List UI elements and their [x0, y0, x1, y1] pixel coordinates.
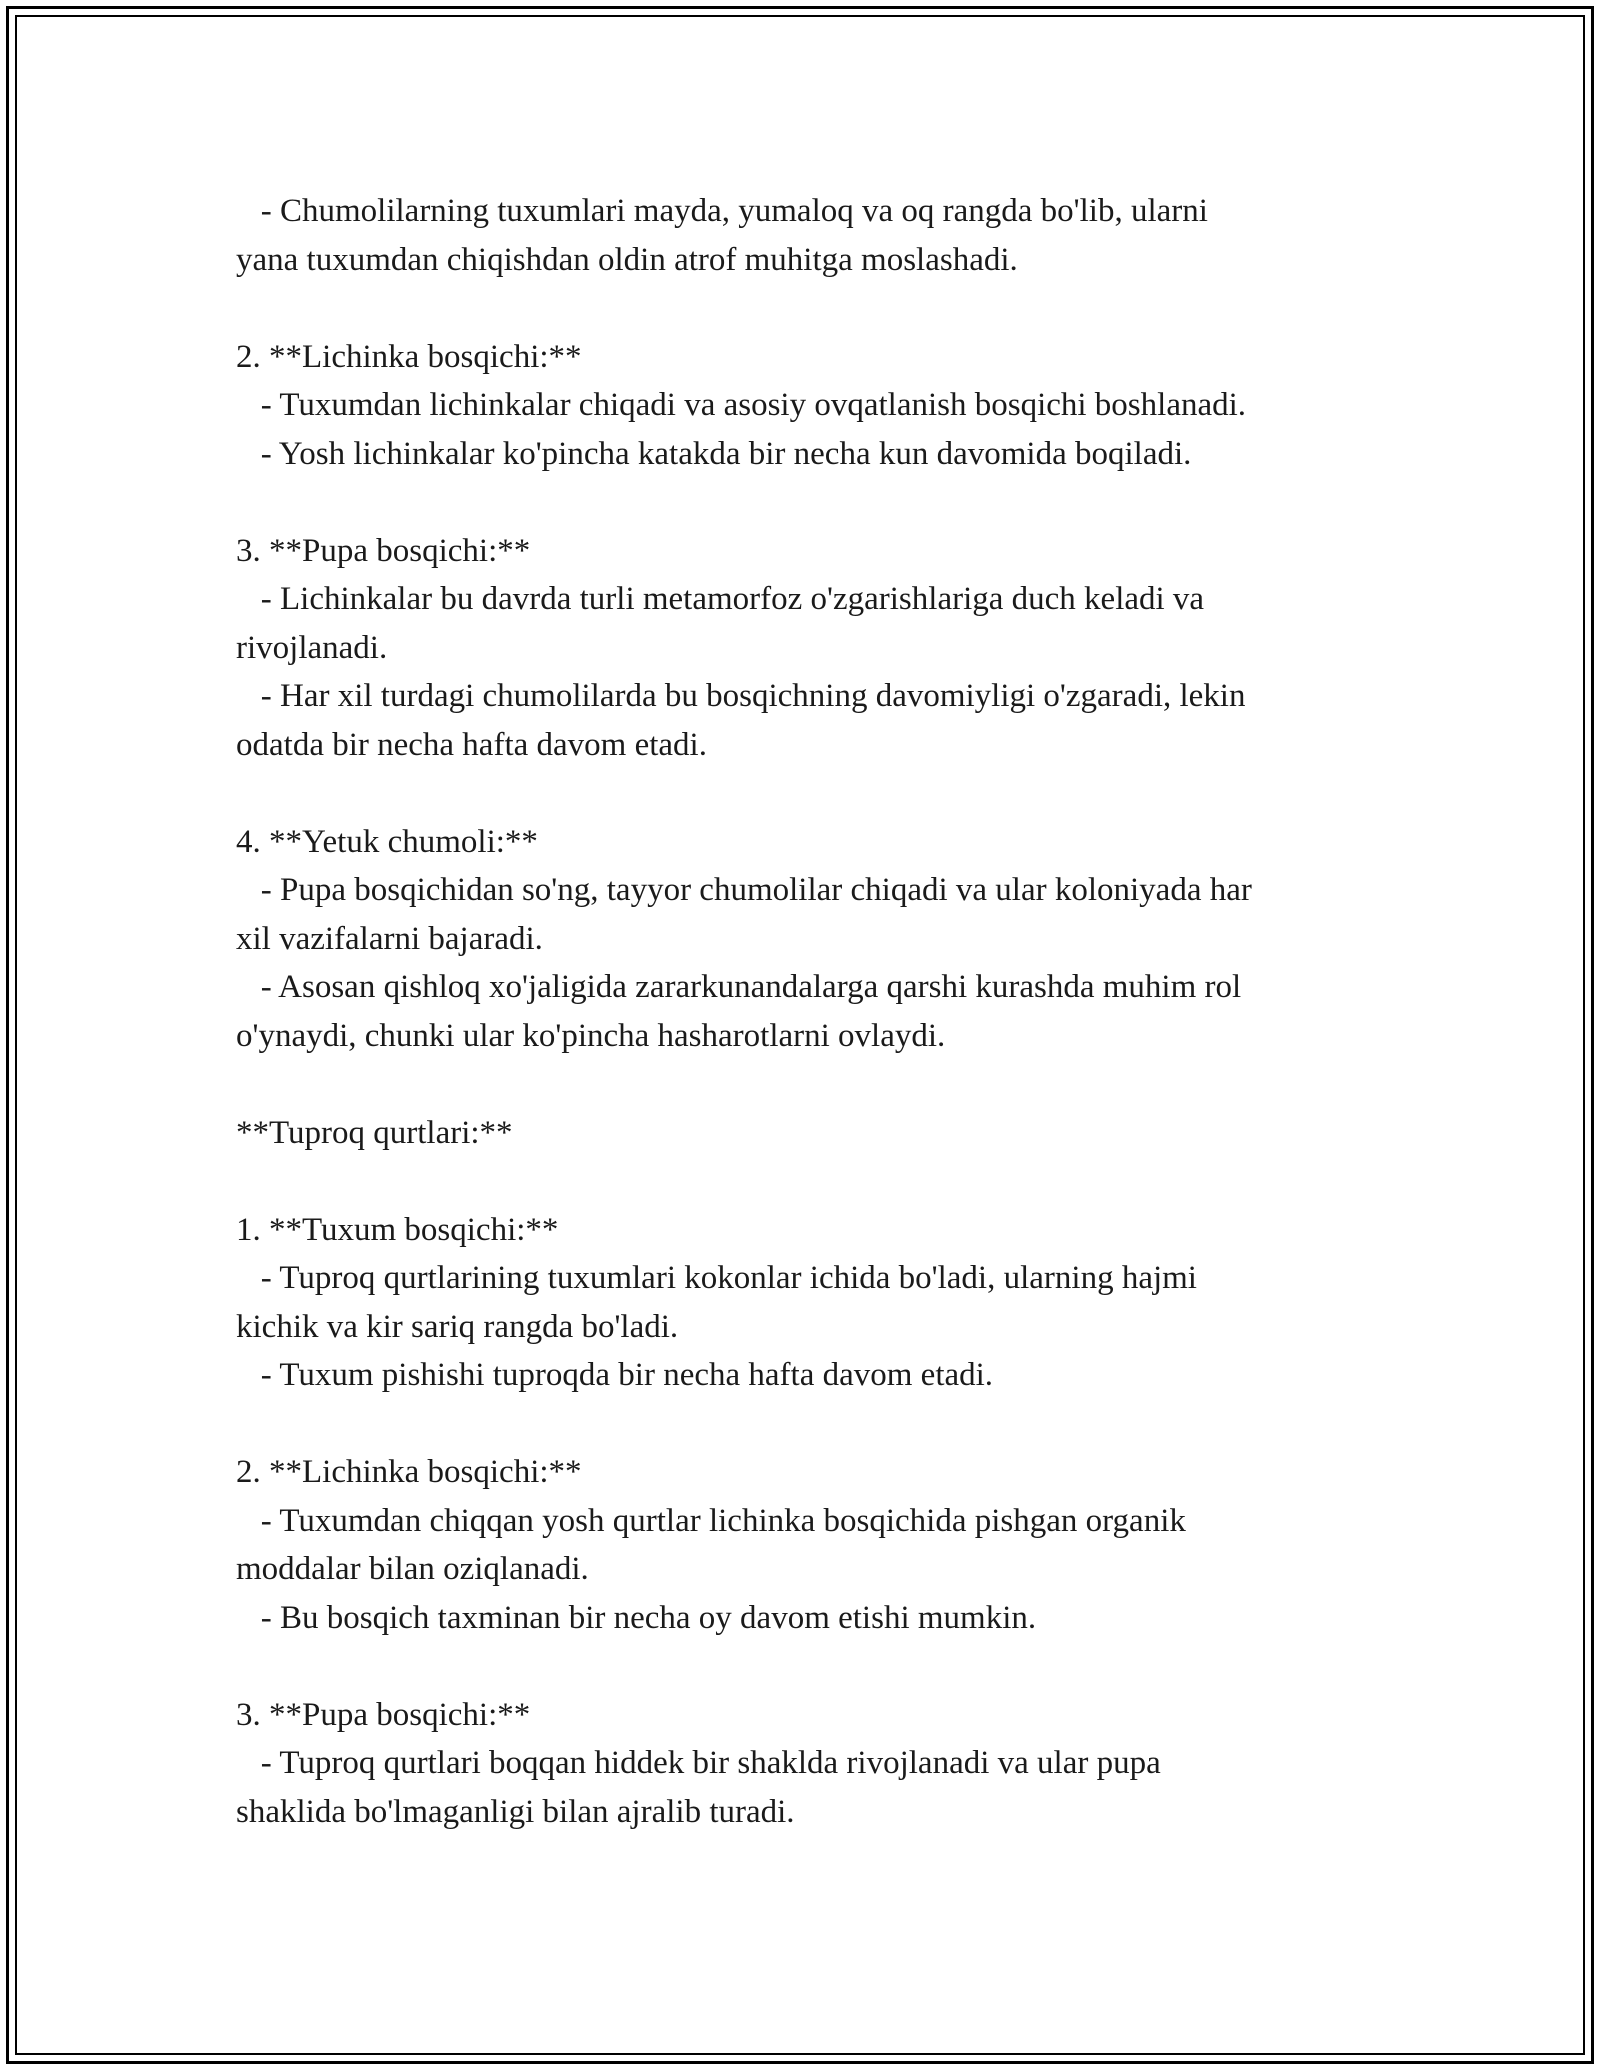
text-line: xil vazifalarni bajaradi. — [236, 920, 543, 957]
blank-line — [236, 284, 1396, 333]
blank-line — [236, 1157, 1396, 1206]
text-line: rivojlanadi. — [236, 629, 388, 666]
text-line: - Lichinkalar bu davrda turli metamorfoz o'zgarishlariga duch keladi va — [236, 581, 1205, 617]
topic-heading: **Tuproq qurtlari:** — [236, 1114, 513, 1151]
text-line: - Bu bosqich taxminan bir necha oy davom etishi mumkin. — [236, 1599, 1037, 1636]
text-line: o'ynaydi, chunki ular ko'pincha hasharotlarni ovlaydi. — [236, 1017, 946, 1054]
text-line: - Tuxum pishishi tuproqda bir necha hafta davom etadi. — [236, 1357, 994, 1393]
blank-line — [236, 769, 1396, 818]
text-line: - Tuxumdan lichinkalar chiqadi va asosiy ovqatlanish bosqichi boshlanadi. — [236, 387, 1247, 423]
text-line: - Yosh lichinkalar ko'pincha katakda bir necha kun davomida boqiladi. — [236, 435, 1192, 472]
text-line: shaklida bo'lmaganligi bilan ajralib turadi. — [236, 1793, 795, 1830]
text-line: - Chumolilarning tuxumlari mayda, yumaloq va oq rangda bo'lib, ularni — [236, 193, 1208, 229]
section-heading: 4. **Yetuk chumoli:** — [236, 823, 538, 860]
section-heading: 2. **Lichinka bosqichi:** — [236, 1454, 582, 1490]
blank-line — [236, 1642, 1396, 1691]
text-line: - Tuproq qurtlarining tuxumlari kokonlar ichida bo'ladi, ularning hajmi — [236, 1260, 1197, 1296]
text-line: - Pupa bosqichidan so'ng, tayyor chumolilar chiqadi va ular koloniyada har — [236, 872, 1252, 908]
section-heading: 3. **Pupa bosqichi:** — [236, 1696, 531, 1733]
text-line: - Tuproq qurtlari boqqan hiddek bir shaklda rivojlanadi va ular pupa — [236, 1745, 1161, 1781]
text-line: odatda bir necha hafta davom etadi. — [236, 726, 707, 763]
section-heading: 3. **Pupa bosqichi:** — [236, 532, 531, 569]
text-line: yana tuxumdan chiqishdan oldin atrof muhitga moslashadi. — [236, 241, 1018, 278]
blank-line — [236, 1060, 1396, 1109]
blank-line — [236, 1400, 1396, 1449]
section-heading: 2. **Lichinka bosqichi:** — [236, 338, 582, 375]
document-body — [236, 187, 1396, 1836]
section-heading: 1. **Tuxum bosqichi:** — [236, 1211, 559, 1248]
text-line: kichik va kir sariq rangda bo'ladi. — [236, 1308, 679, 1345]
text-line: moddalar bilan oziqlanadi. — [236, 1551, 589, 1587]
text-line: - Har xil turdagi chumolilarda bu bosqichning davomiyligi o'zgaradi, lekin — [236, 678, 1246, 714]
blank-line — [236, 478, 1396, 527]
text-line: - Tuxumdan chiqqan yosh qurtlar lichinka bosqichida pishgan organik — [236, 1502, 1186, 1539]
text-line: - Asosan qishloq xo'jaligida zararkunandalarga qarshi kurashda muhim rol — [236, 969, 1242, 1005]
